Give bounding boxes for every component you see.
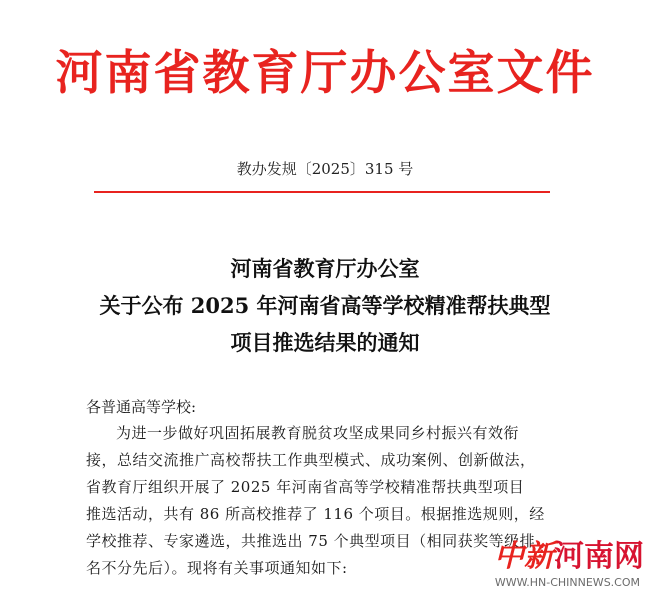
paragraph-line: 接，总结交流推广高校帮扶工作典型模式、成功案例、创新做法， [86, 451, 536, 469]
document-number: 教办发规〔2025〕315 号 [236, 160, 414, 178]
issuer-header: 河南省教育厅办公室文件 [55, 46, 595, 101]
watermark-logo-name: 河南网 [554, 539, 644, 574]
watermark-url: WWW.HN-CHINNEWS.COM [494, 576, 640, 589]
paragraph-line: 学校推荐、专家遴选，共推选出 75 个典型项目（相同获奖等级排 [86, 532, 536, 550]
paragraph-line: 省教育厅组织开展了 2025 年河南省高等学校精准帮扶典型项目 [86, 478, 525, 496]
watermark-logo-prefix: 中新 [494, 539, 554, 574]
title-line-1: 河南省教育厅办公室 [230, 256, 420, 281]
title-line-2: 关于公布 2025 年河南省高等学校精准帮扶典型 [99, 293, 551, 318]
body-text [86, 394, 556, 582]
paragraph-line: 为进一步做好巩固拓展教育脱贫攻坚成果同乡村振兴有效衔 [116, 424, 520, 442]
title-line-3: 项目推选结果的通知 [230, 330, 420, 355]
paragraph-line: 推选活动，共有 86 所高校推荐了 116 个项目。根据推选规则，经 [86, 505, 545, 523]
watermark-logo [494, 538, 644, 576]
red-divider-line [94, 191, 550, 193]
salutation: 各普通高等学校: [86, 398, 197, 416]
site-watermark [494, 538, 644, 602]
document-title [0, 250, 650, 361]
paragraph-line: 名不分先后）。现将有关事项通知如下: [86, 559, 348, 577]
